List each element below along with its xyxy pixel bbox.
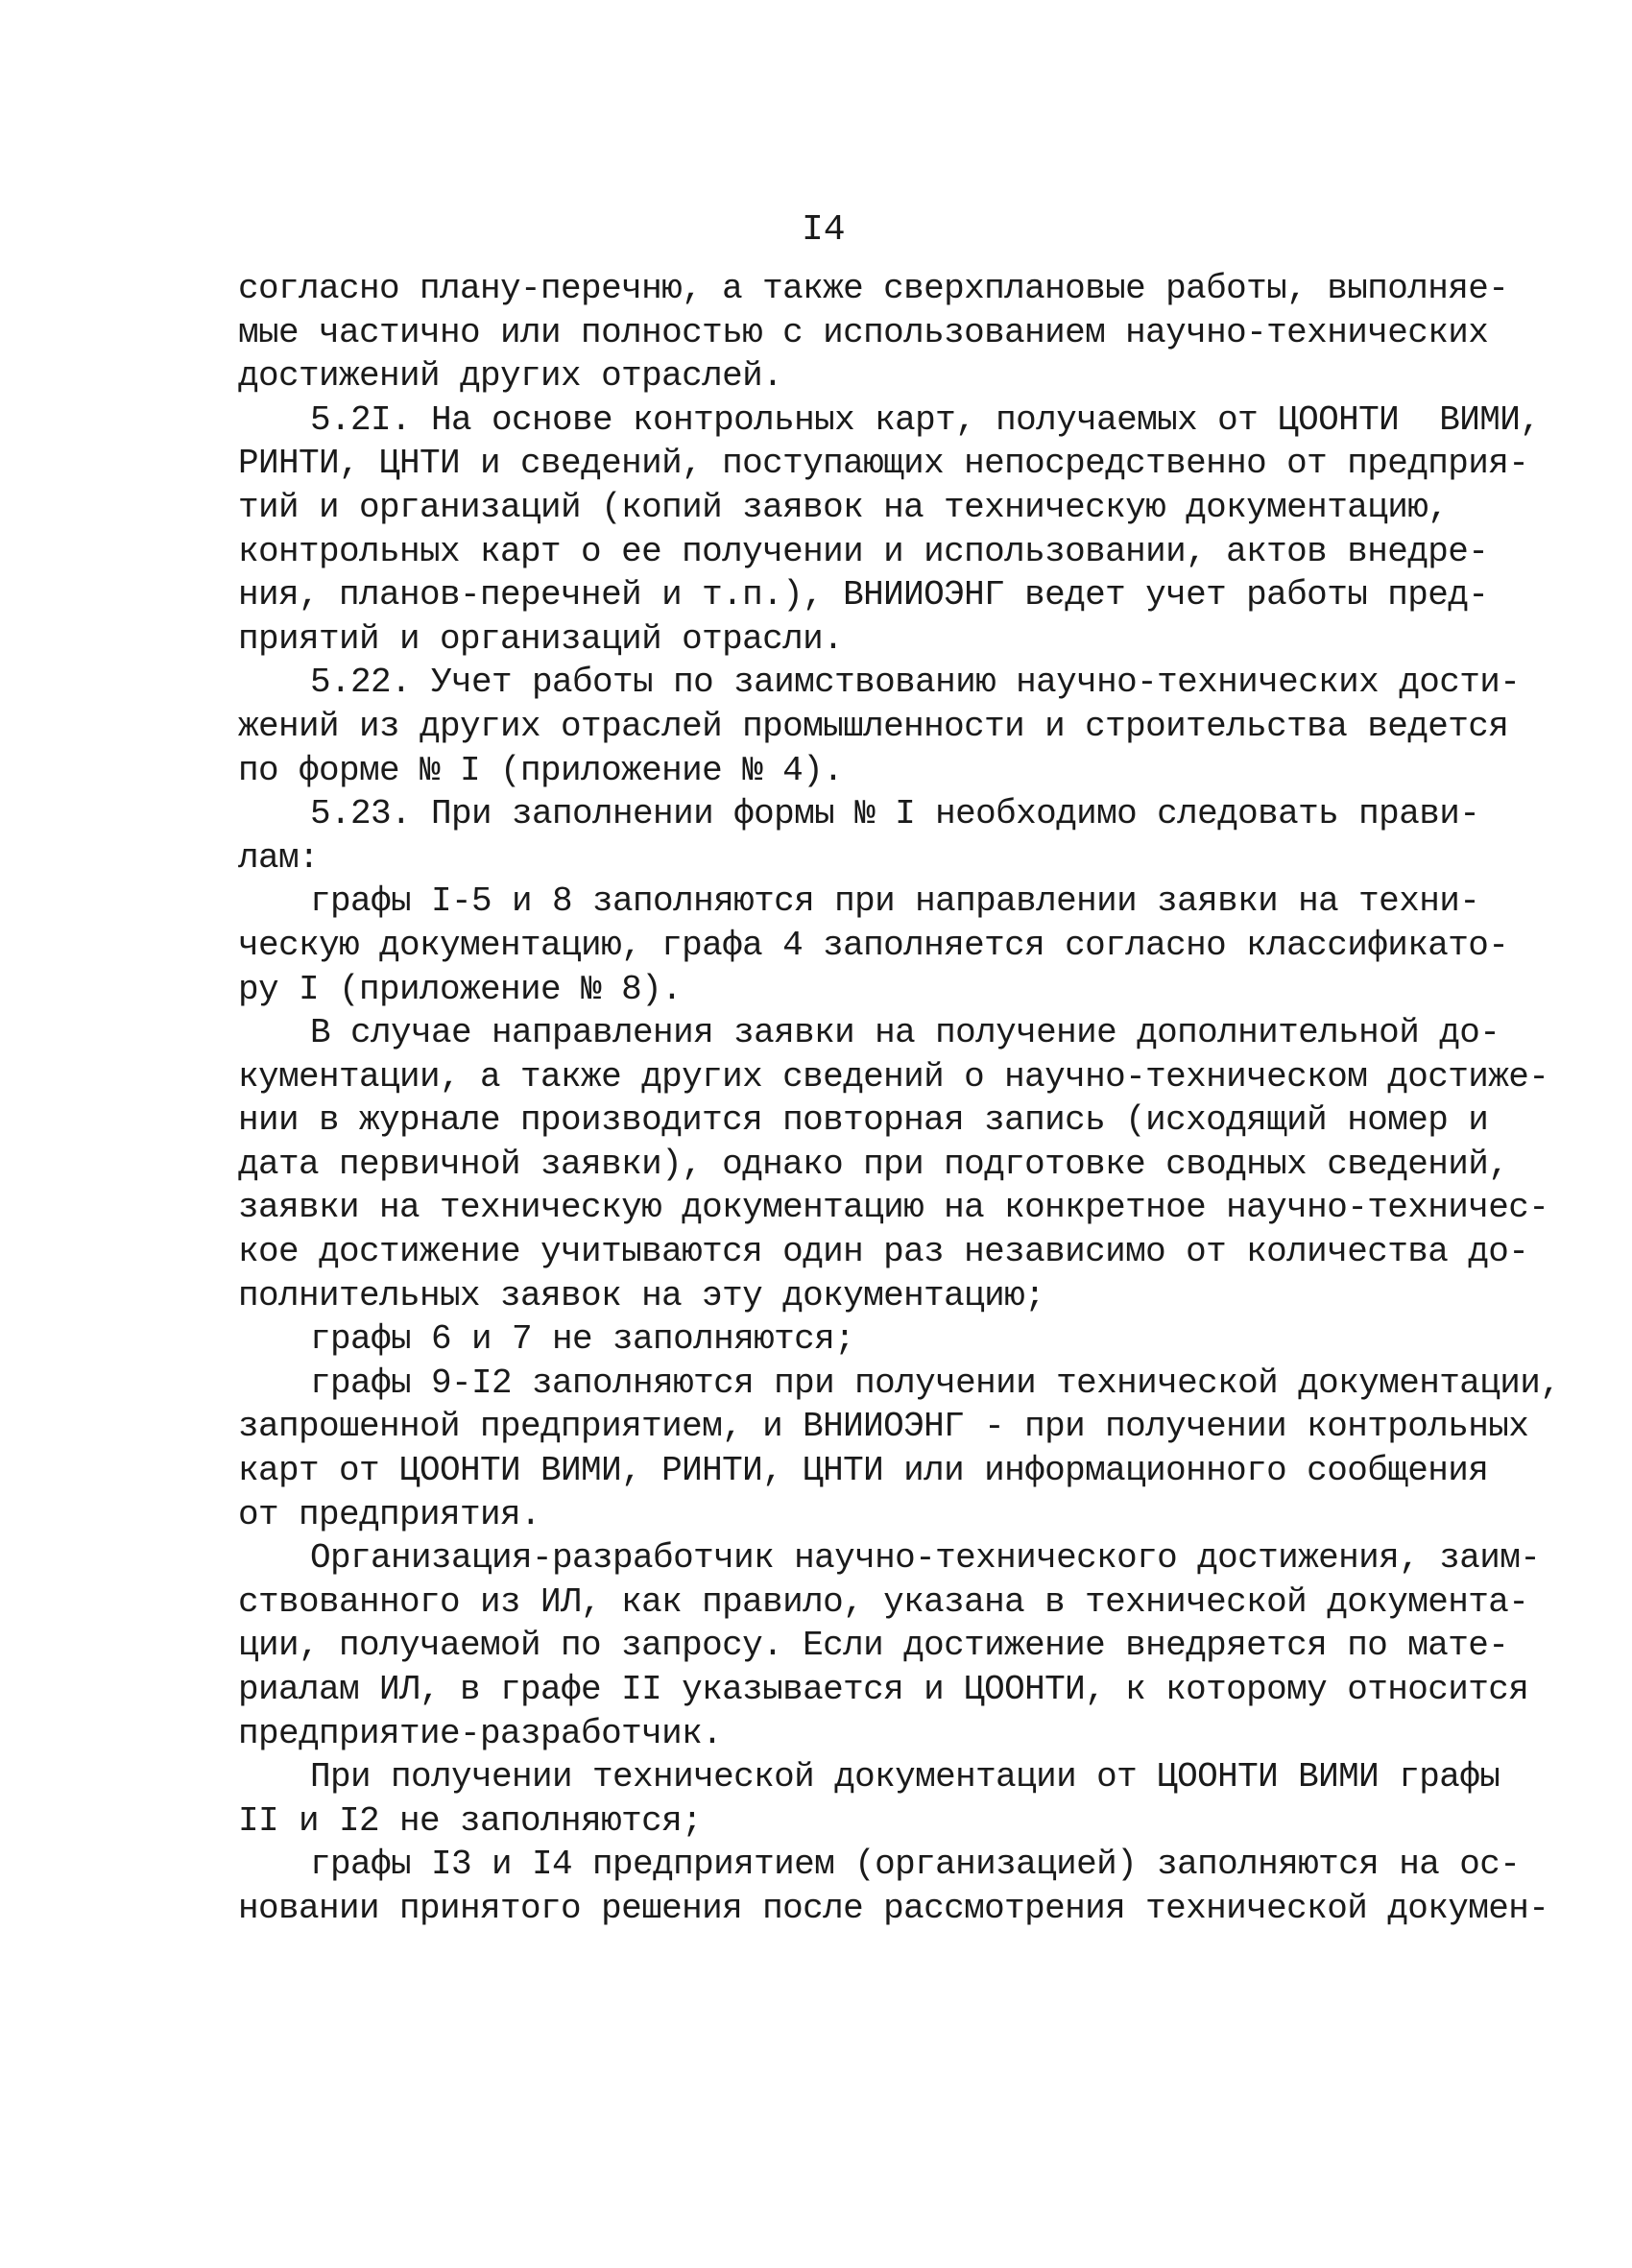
text-line: графы 6 и 7 не заполняются; (310, 1319, 855, 1360)
text-line: от предприятия. (238, 1494, 541, 1534)
text-line: карт от ЦООНТИ ВИМИ, РИНТИ, ЦНТИ или информационного сообщения (238, 1451, 1489, 1491)
text-line: дата первичной заявки), однако при подготовке сводных сведений, (238, 1144, 1509, 1184)
text-line: лам: (238, 837, 320, 878)
text-line: ния, планов-перечней и т.п.), ВНИИОЭНГ ведет учет работы пред- (238, 575, 1489, 615)
text-line: графы 9-I2 заполняются при получении технической документации, (310, 1363, 1561, 1403)
text-line: приятий и организаций отрасли. (238, 618, 844, 659)
text-line: кое достижение учитываются один раз независимо от количества до- (238, 1232, 1529, 1272)
text-line: графы I3 и I4 предприятием (организацией) заполняются на ос- (310, 1845, 1521, 1885)
page-number: I4 (802, 209, 846, 251)
text-line: 5.2I. На основе контрольных карт, получаемых от ЦООНТИ ВИМИ, (310, 399, 1541, 440)
text-line: предприятие-разработчик. (238, 1713, 723, 1753)
text-line: При получении технической документации от ЦООНТИ ВИМИ графы (310, 1757, 1500, 1798)
text-line: ческую документацию, графа 4 заполняется согласно классификато- (238, 925, 1509, 965)
text-line: полнительных заявок на эту документацию; (238, 1275, 1045, 1315)
text-line: Организация-разработчик научно-технического достижения, заим- (310, 1538, 1541, 1579)
text-line: заявки на техническую документацию на конкретное научно-техничес- (238, 1188, 1549, 1228)
text-line: тий и организаций (копий заявок на техническую документацию, (238, 487, 1449, 527)
text-line: жений из других отраслей промышленности и строительства ведется (238, 706, 1509, 746)
text-line: достижений других отраслей. (238, 356, 783, 397)
text-line: графы I-5 и 8 заполняются при направлении заявки на техни- (310, 881, 1480, 922)
text-line: 5.22. Учет работы по заимствованию научно-технических дости- (310, 663, 1521, 703)
text-line: по форме № I (приложение № 4). (238, 750, 844, 790)
text-line: мые частично или полностью с использованием научно-технических (238, 312, 1489, 352)
text-line: ствованного из ИЛ, как правило, указана в технической документа- (238, 1581, 1529, 1622)
text-line: 5.23. При заполнении формы № I необходимо следовать прави- (310, 794, 1480, 834)
text-line: новании принятого решения после рассмотрения технической докумен- (238, 1888, 1549, 1928)
text-line: кументации, а также других сведений о научно-техническом достиже- (238, 1056, 1549, 1097)
text-line: В случае направления заявки на получение дополнительной до- (310, 1013, 1500, 1053)
text-line: контрольных карт о ее получении и использовании, актов внедре- (238, 531, 1489, 571)
text-line: нии в журнале производится повторная запись (исходящий номер и (238, 1100, 1489, 1141)
text-line: РИНТИ, ЦНТИ и сведений, поступающих непосредственно от предприя- (238, 444, 1529, 484)
body-text (238, 267, 1561, 1931)
text-line: согласно плану-перечню, а также сверхплановые работы, выполняе- (238, 269, 1509, 308)
text-line: ру I (приложение № 8). (238, 969, 683, 1009)
text-line: риалам ИЛ, в графе II указывается и ЦООНТИ, к которому относится (238, 1670, 1529, 1709)
text-line: запрошенной предприятием, и ВНИИОЭНГ - при получении контрольных (238, 1407, 1529, 1447)
text-line: II и I2 не заполняются; (238, 1800, 703, 1841)
text-line: ции, получаемой по запросу. Если достижение внедряется по мате- (238, 1626, 1509, 1666)
